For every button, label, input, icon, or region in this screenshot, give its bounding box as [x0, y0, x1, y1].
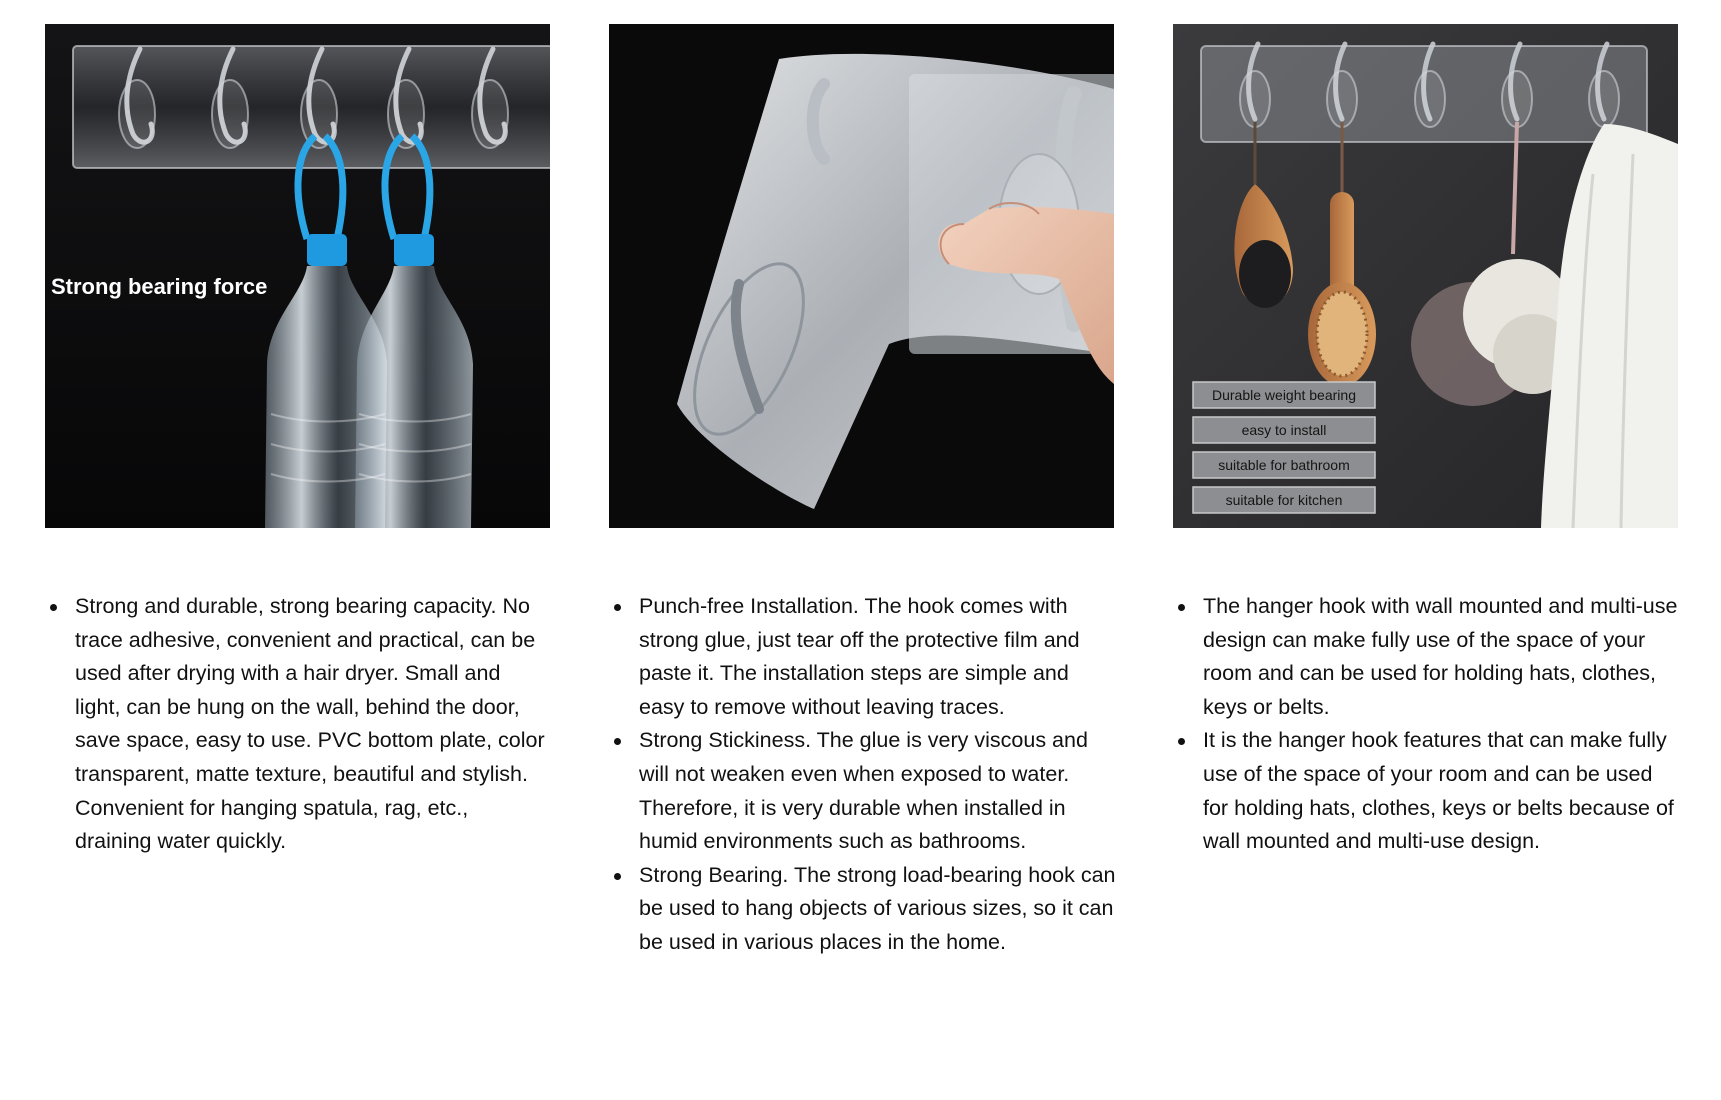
product-image-peel-film[interactable] — [609, 24, 1114, 528]
image-tag: easy to install — [1241, 422, 1327, 438]
image-caption: Strong bearing force — [51, 274, 268, 299]
image-tag: Durable weight bearing — [1212, 387, 1356, 403]
feature-bullet-list — [45, 590, 545, 859]
list-item: Strong Bearing. The strong load-bearing hook can be used to hang objects of various sizes, so it can be used in various places in the home. — [639, 859, 1119, 960]
list-item: Strong Stickiness. The glue is very viscous and will not weaken even when exposed to water. Therefore, it is very durable when installed in humid environments such as bathrooms. — [639, 724, 1119, 858]
product-image-bathroom-items[interactable] — [1173, 24, 1678, 528]
list-item: It is the hanger hook features that can make fully use of the space of your room and can be used for holding hats, clothes, keys or belts because of wall mounted and multi-use design. — [1203, 724, 1683, 858]
feature-bullet-list — [1173, 590, 1683, 859]
image-tag: suitable for bathroom — [1218, 457, 1350, 473]
peel-film-illustration — [609, 24, 1114, 528]
product-image-bottles[interactable] — [45, 24, 550, 528]
list-item: The hanger hook with wall mounted and multi-use design can make fully use of the space of your room and can be used for holding hats, clothes, keys or belts. — [1203, 590, 1683, 724]
image-tag: suitable for kitchen — [1225, 492, 1343, 508]
bottles-hanging-illustration — [45, 24, 550, 528]
feature-bullet-list — [609, 590, 1119, 960]
list-item: Punch-free Installation. The hook comes with strong glue, just tear off the protective film and paste it. The installation steps are simple and easy to remove without leaving traces. — [639, 590, 1119, 724]
bathroom-items-illustration — [1173, 24, 1678, 528]
list-item: Strong and durable, strong bearing capacity. No trace adhesive, convenient and practical, can be used after drying with a hair dryer. Small and light, can be hung on the wall, behind the door, save space, easy to use. PVC bottom plate, color transparent, matte texture, beautiful and stylish. Convenient for hanging spatula, rag, etc., draining water quickly. — [75, 590, 545, 859]
